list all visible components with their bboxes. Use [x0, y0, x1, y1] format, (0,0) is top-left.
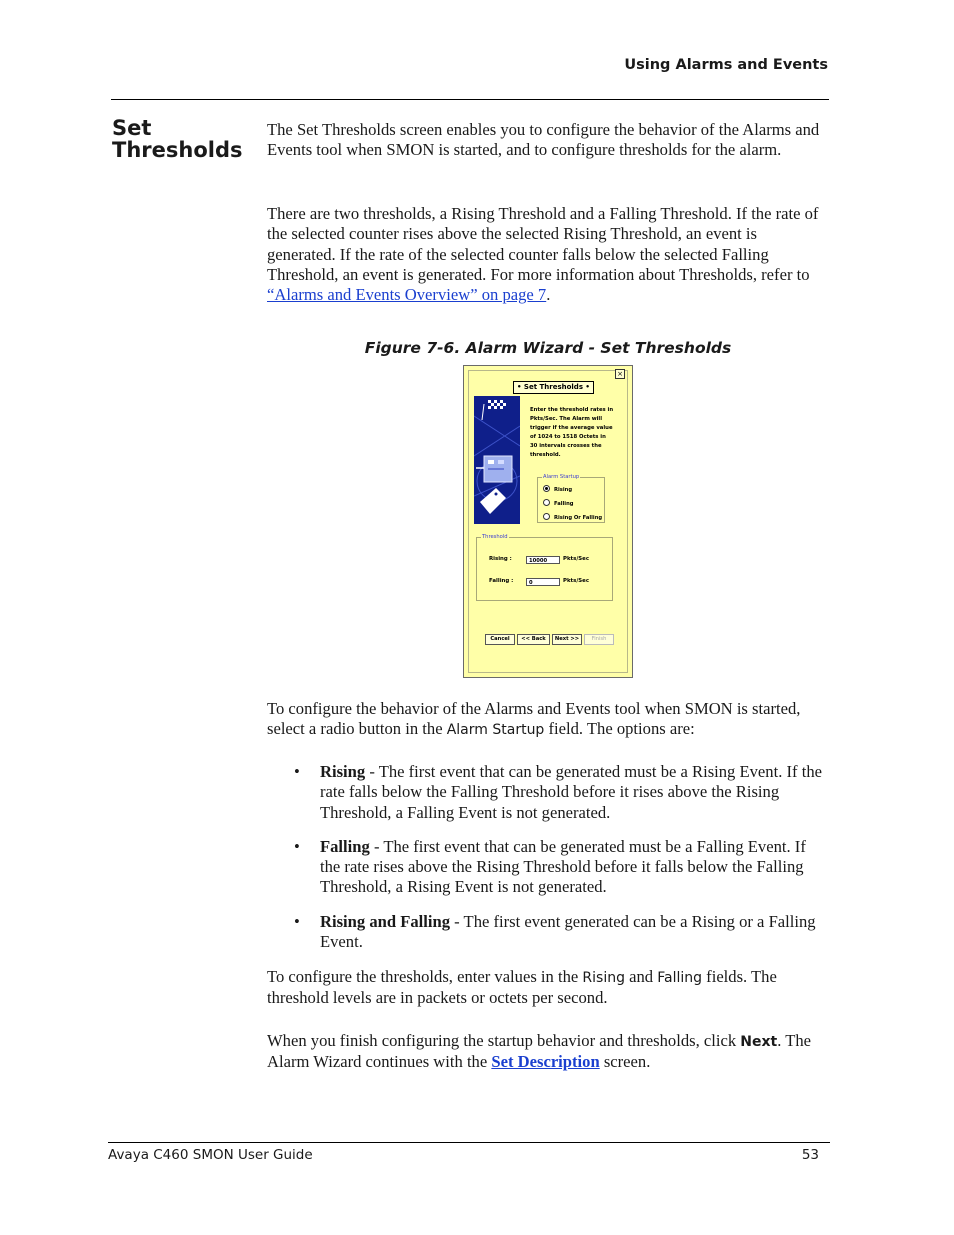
falling-field-ref: Falling — [657, 970, 703, 986]
thresholds-end: . — [546, 285, 551, 305]
alarm-startup-group — [537, 474, 605, 523]
wizard-description: Enter the threshold rates in Pkts/Sec. The Alarm will trigger if the average value of 1024 to 1518 Octets in 30 intervals crosses the threshold. — [530, 407, 614, 458]
rising-input[interactable]: 10000 — [526, 556, 560, 564]
thresholds-fields-paragraph — [267, 967, 829, 1009]
footer-rule — [108, 1142, 830, 1143]
bullet-icon: • — [294, 762, 300, 781]
bullet-text: - The first event generated can be a Rising or a Falling Event. — [320, 911, 816, 952]
next-text-after: screen. — [599, 1052, 651, 1072]
footer-guide-title: Avaya C460 SMON User Guide — [108, 1147, 313, 1163]
startup-text-before: To configure the behavior of the Alarms and Events tool when SMON is started, select a radio button in the — [267, 699, 801, 739]
section-title-line1: Set — [112, 116, 152, 140]
next-button[interactable]: Next >> — [552, 634, 582, 645]
overview-link[interactable]: “Alarms and Events Overview” on page 7 — [267, 285, 547, 305]
radio-falling-label: Falling — [554, 501, 574, 507]
radio-rising-or-falling-label: Rising Or Falling — [554, 515, 603, 521]
figure-caption: Figure 7-6. Alarm Wizard - Set Thresholds — [364, 339, 732, 357]
finish-button[interactable]: Finish — [584, 634, 614, 645]
bullet-text: - The first event that can be generated must be a Rising Event. If the rate falls below the Falling Threshold before it rises above the Rising Threshold, a Falling Event is not generated. — [320, 762, 822, 822]
radio-empty-icon[interactable] — [543, 499, 550, 506]
radio-rising[interactable] — [543, 485, 572, 494]
list-item — [267, 912, 829, 953]
network-tag-illustration-icon — [474, 396, 520, 524]
bullet-icon: • — [294, 911, 300, 931]
radio-falling[interactable] — [543, 499, 573, 508]
bullet-icon: • — [294, 836, 300, 856]
next-text-before: When you finish configuring the startup behavior and thresholds, click — [267, 1031, 741, 1050]
intro-paragraph: The Set Thresholds screen enables you to configure the behavior of the Alarms and Events tool when SMON is started, and to configure thresholds for the alarm. — [267, 120, 820, 160]
thresholds-text: There are two thresholds, a Rising Threshold and a Falling Threshold. If the rate of the selected counter rises above the selected Rising Threshold, an event is generated. If the rate of the selected counter falls below the selected Falling Threshold, an event is generated. For more information about Thresholds, refer to — [267, 204, 819, 284]
cancel-button[interactable]: Cancel — [485, 634, 515, 645]
next-button-ref: Next — [740, 1034, 778, 1050]
radio-selected-icon[interactable] — [543, 485, 550, 492]
fields-text-mid: and — [624, 967, 658, 986]
close-icon[interactable]: × — [615, 369, 625, 379]
bullet-term: Rising — [320, 762, 366, 781]
threshold-legend: Threshold — [482, 534, 508, 540]
alarm-startup-legend: Alarm Startup — [543, 474, 580, 480]
set-description-link[interactable]: Set Description — [491, 1052, 600, 1072]
rising-unit: Pkts/Sec — [563, 556, 590, 562]
bullet-term: Falling — [320, 836, 370, 856]
next-text-mid: . The Alarm Wizard continues with the — [267, 1031, 812, 1072]
falling-input[interactable]: 0 — [526, 578, 560, 586]
running-header: Using Alarms and Events — [624, 57, 828, 73]
next-step-paragraph — [267, 1031, 829, 1073]
radio-rising-label: Rising — [554, 487, 573, 493]
wizard-title-text: Set Thresholds — [523, 383, 583, 391]
startup-paragraph — [267, 699, 829, 741]
thresholds-paragraph — [267, 204, 829, 305]
rising-label: Rising : — [489, 556, 512, 562]
header-rule — [111, 99, 829, 100]
section-title-line2: Thresholds — [112, 138, 243, 162]
falling-unit: Pkts/Sec — [563, 578, 590, 584]
back-button[interactable]: << Back — [517, 634, 550, 645]
startup-options-list — [267, 762, 829, 952]
fields-text-before: To configure the thresholds, enter values in the — [267, 967, 583, 986]
list-item — [267, 837, 829, 898]
wizard-title: • Set Thresholds • — [513, 381, 594, 394]
falling-label: Falling : — [489, 578, 514, 584]
threshold-group — [476, 534, 613, 601]
section-title — [112, 117, 242, 161]
startup-text-after: field. The options are: — [544, 719, 695, 739]
radio-empty-icon[interactable] — [543, 513, 550, 520]
bullet-term: Rising and Falling — [320, 911, 451, 931]
rising-field-ref: Rising — [582, 970, 625, 986]
alarm-startup-ref: Alarm Startup — [446, 722, 545, 739]
radio-rising-or-falling[interactable] — [543, 513, 602, 522]
bullet-text: - The first event that can be generated must be a Falling Event. If the rate rises above the Rising Threshold before it falls below the Falling Threshold, a Rising Event is not generated. — [320, 836, 806, 897]
alarm-wizard-screenshot — [463, 365, 633, 678]
wizard-illustration — [474, 396, 520, 524]
fields-text-after: fields. The threshold levels are in packets or octets per second. — [267, 967, 777, 1008]
list-item — [267, 762, 829, 823]
page-number: 53 — [801, 1147, 819, 1163]
